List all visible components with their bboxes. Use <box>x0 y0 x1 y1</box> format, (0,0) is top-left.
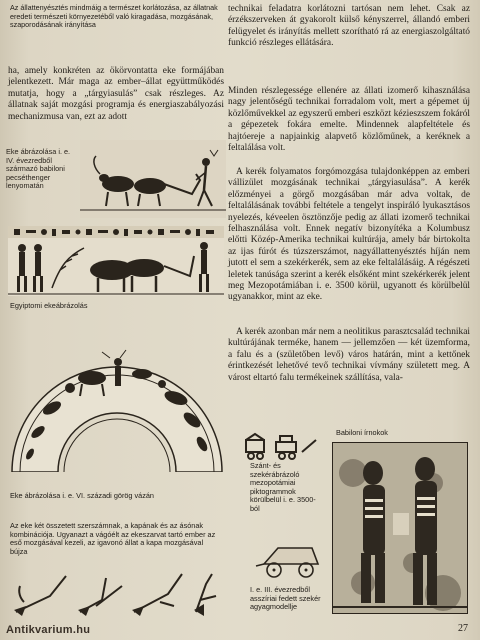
babylonian-seal-figure <box>6 140 228 218</box>
seal-plough-illustration <box>80 140 226 218</box>
seal-caption: Eke ábrázolása i. e. IV. évezredből származó babiloni pecséthenger lenyomatán <box>6 147 71 191</box>
sumerian-pictograms-illustration <box>242 432 320 460</box>
left-column <box>6 0 228 640</box>
right-paragraph-top: technikai feladatra korlátozni tartósan nem lehet. Csak az érzékszerveken át gyakorolt külső kényszerrel, állandó emberi felügyelet és irányítás mellett szorítható rá az energiaszolgáltató funkció részleges ellátására. <box>228 4 470 49</box>
scribes-relief-illustration <box>333 443 467 613</box>
egyptian-caption: Egyiptomi ekeábrázolás <box>10 301 88 310</box>
right-paragraph-3: A kerék folyamatos forgómozgása tulajdonképpen az emberi vállizület mozgásának technikai „tárgyiasulása”. A kerék előzményei a görgő mozgásában már adva voltak, de feltalálásának további feltétele a tengelyt inspiráló lyukasztásos nyelezés, kéveelen ösztönzője pedig az állati izomerő technikai felhasználása volt. Ennek negatív bizonyítéka a Kolumbusz előtti Közép-Amerika technikai kultúrája, amely bár birtokolta az ijas fúrót és túzszerszámot, nagyállattenyésztés híján nem jutott el sem a szekérkerék, sem az eke feltalálásáig. A régészeti leletek tanúsága szerint a kerék elsőként mint szekérkerék jelent meg Mezopotámiában i. e. 3500 körül, ugyanott és körülbelül ugyanakkor, mint az eke. <box>228 167 470 303</box>
right-paragraph-2: Minden részlegessége ellenére az állati izomerő kihasználása nagy jelentőségű technikai forradalom volt, mert a gépemet új közlőművekkel az egyszerű emberi eszközt kézieszszem fokáról a gépezetek fokára emelte. Mindennek alapfeltétele és hajtóereje a napjainkig alapvető közlőműnek, a keréknek a feltalálása volt. <box>228 86 470 154</box>
greek-vase-figure <box>6 322 228 472</box>
right-column <box>228 0 474 640</box>
left-paragraph: ha, amely konkréten az ökörvontatta eke formájában jelentkezett. Már maga az ember–állat együttműködés mutatja, hogy a „tárgyiasulás” csak részleges. Az állatnak saját mozgási programja és energiaszabályozási mechanizmusa van, ezt az adott <box>8 66 224 122</box>
greek-vase-illustration <box>6 322 228 472</box>
egyptian-plough-illustration <box>8 226 224 296</box>
tools-caption: Az eke két összetett szerszámnak, a kapának és az ásónak kombinációja. Ugyanazt a vágóélt az ekeszarvat tartó ember az eső mozgásával kezeli, az igavonó állat a kapa mozgásával bújza <box>10 521 216 556</box>
plough-tools-illustration <box>10 566 224 620</box>
page-number: 27 <box>458 623 468 634</box>
watermark: Antikvarium.hu <box>6 624 91 636</box>
pictogram-caption: Szánt- és szekérábrázoló mezopotámiai piktogrammok körülbelül i. e. 3500-ból <box>250 461 316 513</box>
greek-vase-caption: Eke ábrázolása i. e. VI. századi görög vázán <box>10 491 154 500</box>
egyptian-plough-figure <box>8 226 224 296</box>
babylonian-scribes-relief <box>332 442 468 614</box>
cart-caption: I. e. III. évezredből asszíriai fedett szekér agyagmodellje <box>250 585 321 612</box>
scribes-caption: Babiloni írnokok <box>336 428 388 437</box>
right-paragraph-4: A kerék azonban már nem a neolitikus parasztcsalád technikai kultúrájának terméke, hanem — jellemzően — két üzemforma, a falu és a (születőben levő) város határán, mint a kettőnek érintkezését lehetővé tevő technikai vívmány született meg. A várost eltartó falu termékeinek szállítása, vala- <box>228 327 470 383</box>
cart-model-illustration <box>254 540 324 580</box>
intro-small-text: Az állattenyésztés mindmáig a természet korlátozása, az állatnak eredeti természeti környezetéből való kiragadása, mozgásának, szaporodásának irányítása <box>10 3 218 30</box>
